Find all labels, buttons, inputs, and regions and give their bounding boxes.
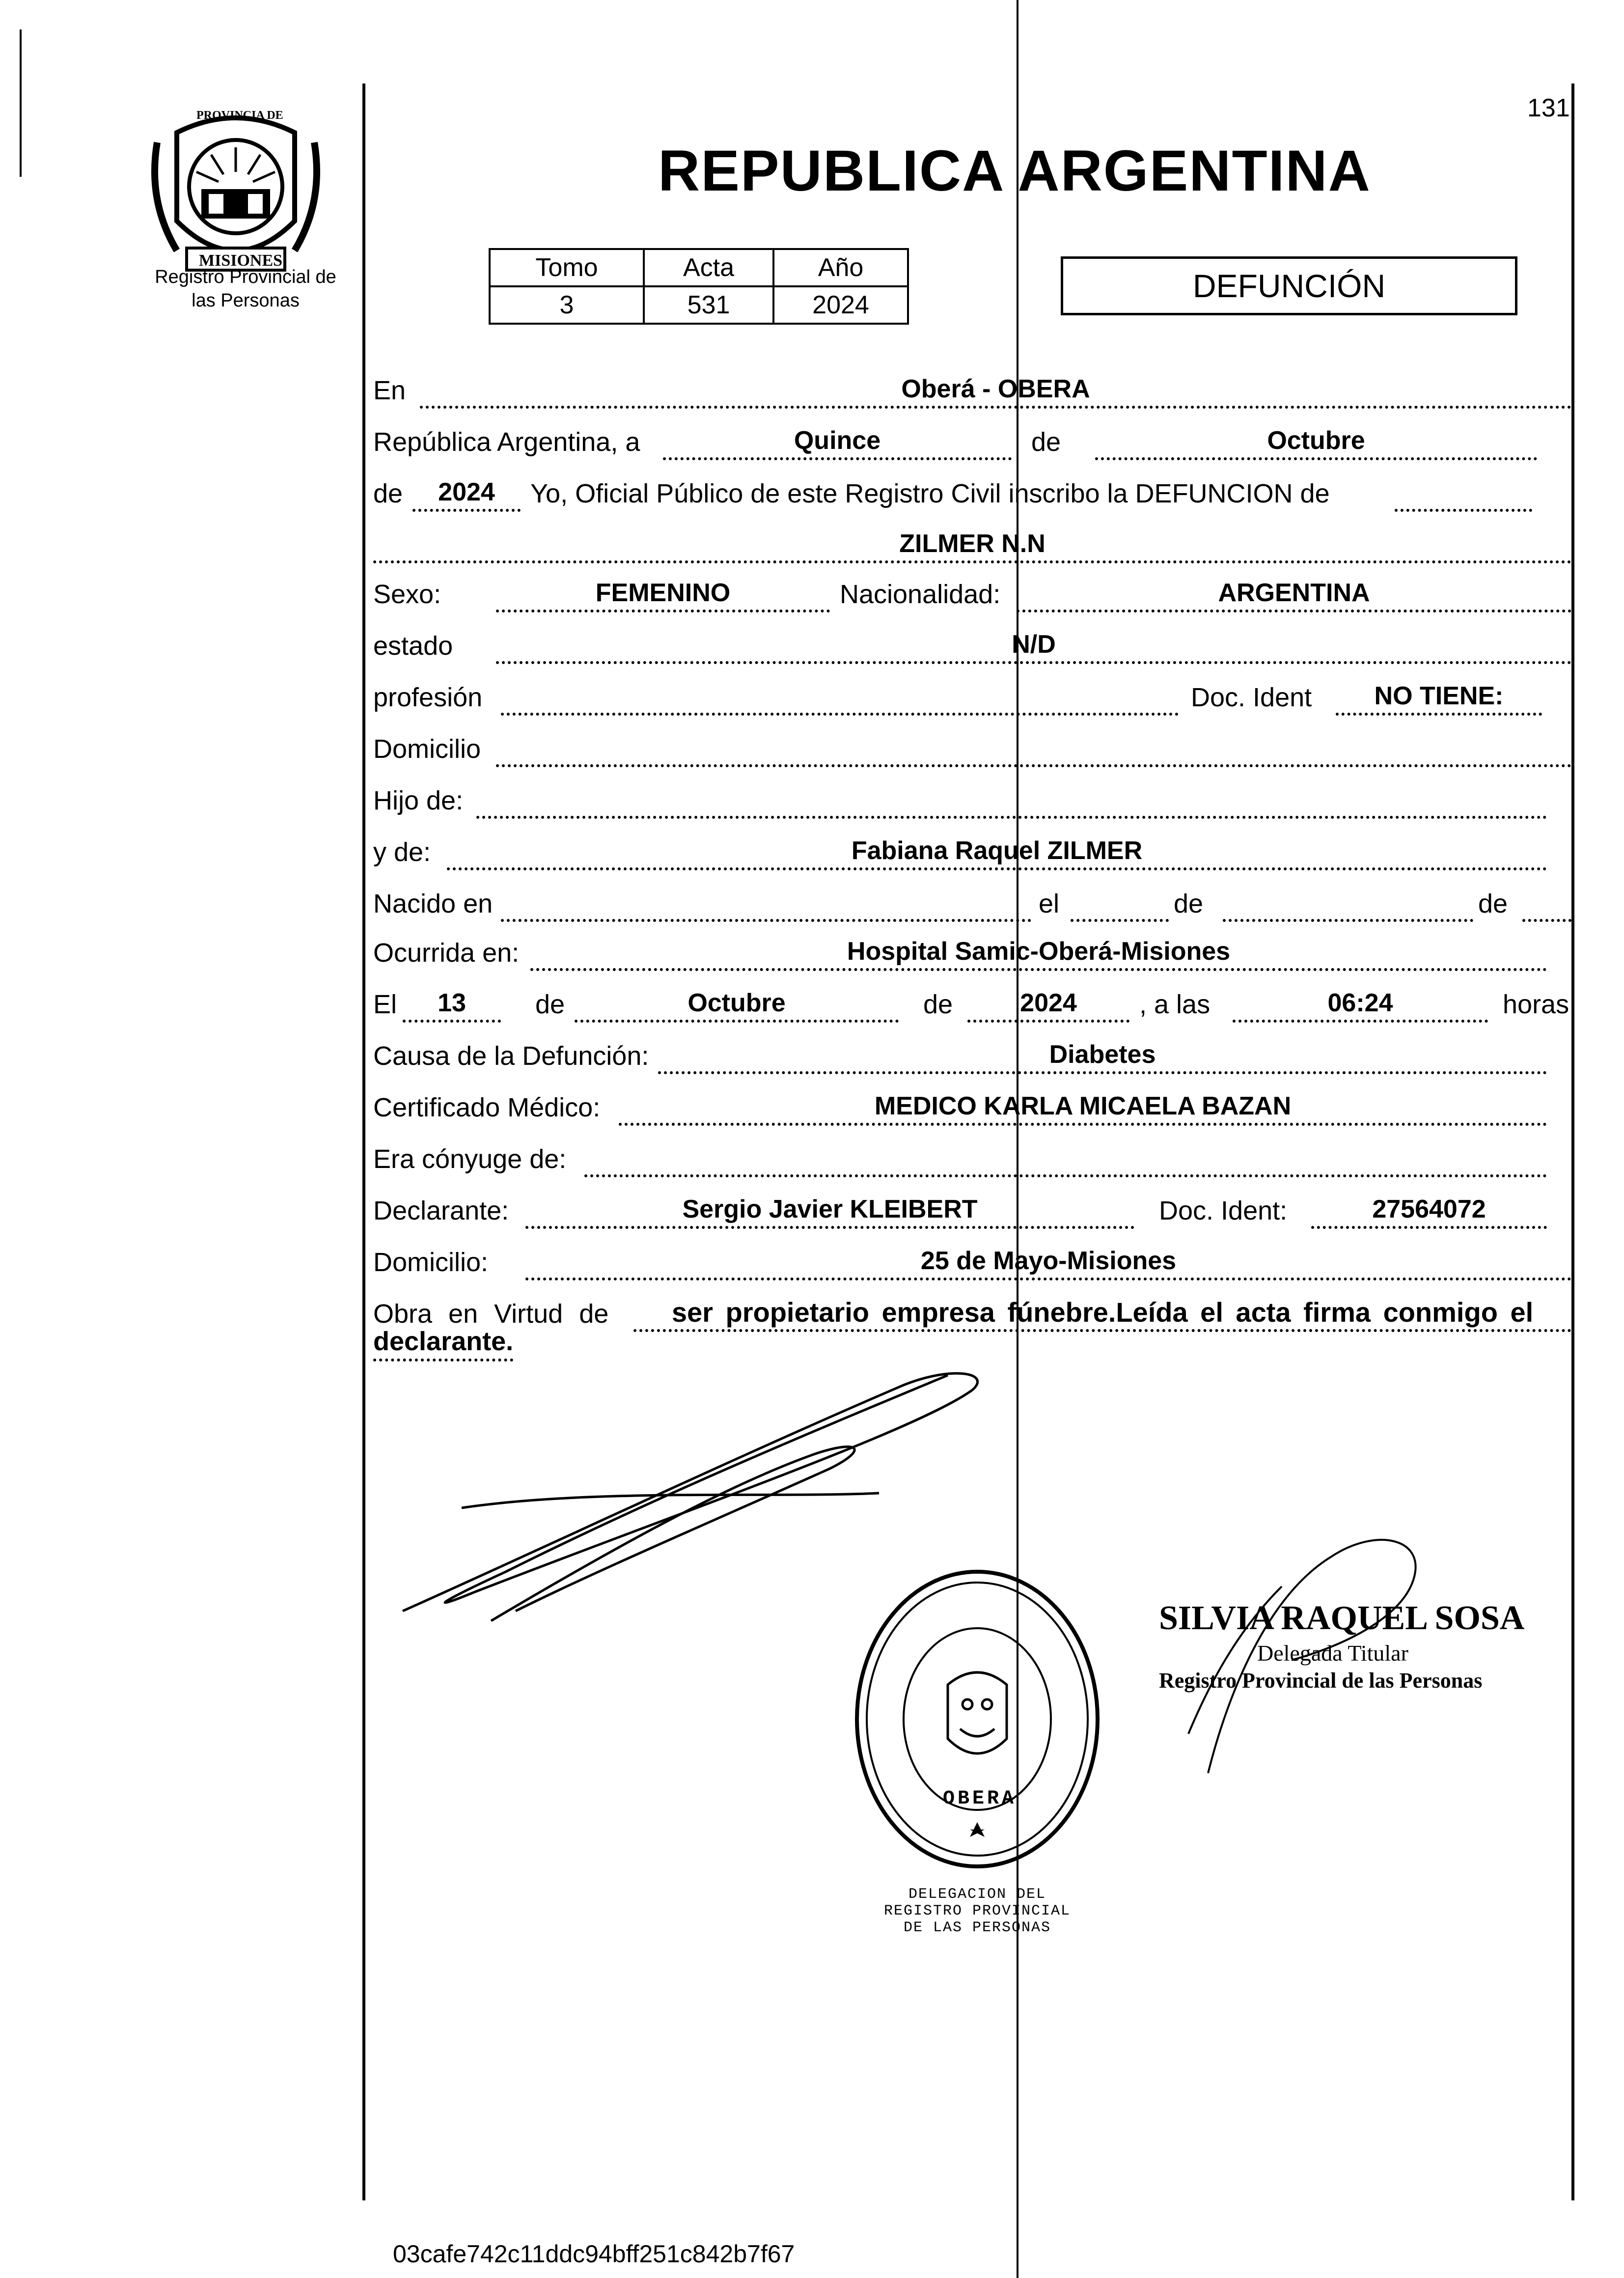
reference-table <box>489 248 909 325</box>
anio-value: 2024 <box>773 286 908 324</box>
label-de-4: de <box>1478 889 1508 918</box>
row-certificate <box>373 1085 1571 1130</box>
record-type-box: DEFUNCIÓN <box>1061 256 1517 315</box>
acta-header: Acta <box>644 249 773 286</box>
row-father <box>373 778 1571 823</box>
field-death-month: Octubre <box>575 988 899 1023</box>
anio-header: Año <box>773 249 908 286</box>
left-border-line <box>362 83 365 2200</box>
field-death-day: 13 <box>403 988 501 1023</box>
label-domicilio: Domicilio <box>373 734 481 764</box>
field-profession <box>501 681 1179 716</box>
field-year: 2024 <box>413 477 521 512</box>
row-civil-status <box>373 624 1571 668</box>
seal-text: DELEGACION DEL REGISTRO PROVINCIAL DE LAS PERSONAS <box>883 1886 1071 1936</box>
label-doc-ident: Doc. Ident <box>1191 683 1312 712</box>
label-hijo-de: Hijo de: <box>373 786 464 815</box>
field-sex: FEMENINO <box>496 578 830 612</box>
field-blank-1 <box>1395 477 1532 512</box>
label-domicilio-2: Domicilio: <box>373 1248 489 1277</box>
official-name: SILVIA RAQUEL SOSA <box>1159 1599 1525 1637</box>
label-doc-ident-2: Doc. Ident: <box>1159 1196 1288 1225</box>
field-father <box>476 784 1547 819</box>
label-el-upper: El <box>373 990 397 1019</box>
field-place-of-death: Hospital Samic-Oberá-Misiones <box>530 937 1547 971</box>
field-deceased-name: ZILMER N.N <box>373 529 1571 563</box>
label-ocurrida-en: Ocurrida en: <box>373 938 520 968</box>
field-declarant-address: 25 de Mayo-Misiones <box>525 1246 1571 1280</box>
row-declarant <box>373 1189 1571 1233</box>
field-city: Oberá - OBERA <box>420 374 1571 409</box>
label-a-las: , a las <box>1139 990 1211 1019</box>
label-profesion: profesión <box>373 683 483 712</box>
field-birth-year <box>1522 888 1571 922</box>
field-birth-month <box>1223 888 1473 922</box>
field-death-time: 06:24 <box>1233 988 1488 1023</box>
row-born <box>373 882 1571 926</box>
row-deceased <box>373 523 1571 567</box>
page-number: 131 <box>1527 94 1570 122</box>
label-de-1: de <box>1031 427 1061 457</box>
row-spouse <box>373 1137 1571 1181</box>
field-civil-status: N/D <box>496 630 1571 664</box>
row-date <box>373 420 1571 464</box>
row-place <box>373 368 1571 413</box>
tomo-header: Tomo <box>490 249 644 286</box>
label-en: En <box>373 376 406 405</box>
row-profession <box>373 675 1571 720</box>
field-reason-line-1: ser propietario empresa fúnebre.Leída el acta firma conmigo el <box>633 1298 1571 1332</box>
label-estado: estado <box>373 631 453 661</box>
label-de-2: de <box>373 479 403 508</box>
row-place-of-death <box>373 931 1571 975</box>
row-cause <box>373 1034 1571 1078</box>
field-mother: Fabiana Raquel ZILMER <box>447 836 1547 870</box>
label-nacido-en: Nacido en <box>373 889 493 918</box>
field-spouse <box>584 1143 1547 1177</box>
field-month-text: Octubre <box>1095 426 1537 460</box>
row-year <box>373 472 1571 516</box>
label-el: el <box>1039 889 1060 918</box>
official-seal <box>850 1562 1105 1876</box>
field-cause: Diabetes <box>658 1040 1547 1074</box>
row-mother <box>373 830 1571 874</box>
logo-text-top: PROVINCIA DE <box>196 109 283 122</box>
label-de-6: de <box>923 990 953 1019</box>
field-declarant-doc: 27564072 <box>1311 1195 1547 1229</box>
official-office: Registro Provincial de las Personas <box>1159 1668 1483 1693</box>
label-causa: Causa de la Defunción: <box>373 1041 649 1071</box>
label-de-5: de <box>535 990 565 1019</box>
tomo-value: 3 <box>490 286 644 324</box>
field-declarant: Sergio Javier KLEIBERT <box>525 1195 1134 1229</box>
acta-value: 531 <box>644 286 773 324</box>
row-domicile <box>373 727 1571 771</box>
field-doc-ident: NO TIENE: <box>1336 681 1542 716</box>
field-nationality: ARGENTINA <box>1017 578 1571 612</box>
reference-header-row <box>490 249 908 286</box>
field-birthplace <box>501 888 1031 922</box>
field-birth-day <box>1071 888 1169 922</box>
row-reason <box>373 1292 1571 1336</box>
row-sex <box>373 572 1571 616</box>
label-certificado: Certificado Médico: <box>373 1093 601 1122</box>
right-border-line <box>1571 83 1574 2200</box>
row-declarant-address <box>373 1240 1571 1284</box>
field-domicile <box>496 733 1571 767</box>
seal-city: OBERA <box>943 1788 1017 1810</box>
registry-line-2: las Personas <box>192 290 300 311</box>
field-death-year: 2024 <box>967 988 1129 1023</box>
label-conyuge: Era cónyuge de: <box>373 1144 567 1174</box>
row-death-date <box>373 982 1571 1027</box>
label-yo: Yo, Oficial Público de este Registro Civil inscribo la DEFUNCION de <box>530 479 1330 508</box>
official-stamp <box>1159 1599 1524 1693</box>
field-doctor: MEDICO KARLA MICAELA BAZAN <box>619 1091 1547 1126</box>
label-horas: horas <box>1503 990 1569 1019</box>
document-hash: 03cafe742c11ddc94bff251c842b7f67 <box>393 2240 795 2268</box>
field-reason-line-2: declarante. <box>373 1326 513 1361</box>
label-sexo: Sexo: <box>373 580 441 609</box>
label-republica: República Argentina, a <box>373 427 640 457</box>
edge-mark <box>20 29 22 177</box>
registry-label <box>138 265 354 312</box>
label-obra-en-virtud: Obra en Virtud de <box>373 1299 609 1329</box>
label-nacionalidad: Nacionalidad: <box>840 580 1001 609</box>
registry-line-1: Registro Provincial de <box>155 267 336 287</box>
logo-text-bottom: MISIONES <box>199 251 283 270</box>
reference-value-row <box>490 286 908 324</box>
label-declarante: Declarante: <box>373 1196 509 1225</box>
field-day-text: Quince <box>663 426 1012 460</box>
page-title: REPUBLICA ARGENTINA <box>658 139 1371 203</box>
official-role: Delegada Titular <box>1257 1640 1408 1666</box>
label-de-3: de <box>1174 889 1204 918</box>
label-y-de: y de: <box>373 837 431 867</box>
